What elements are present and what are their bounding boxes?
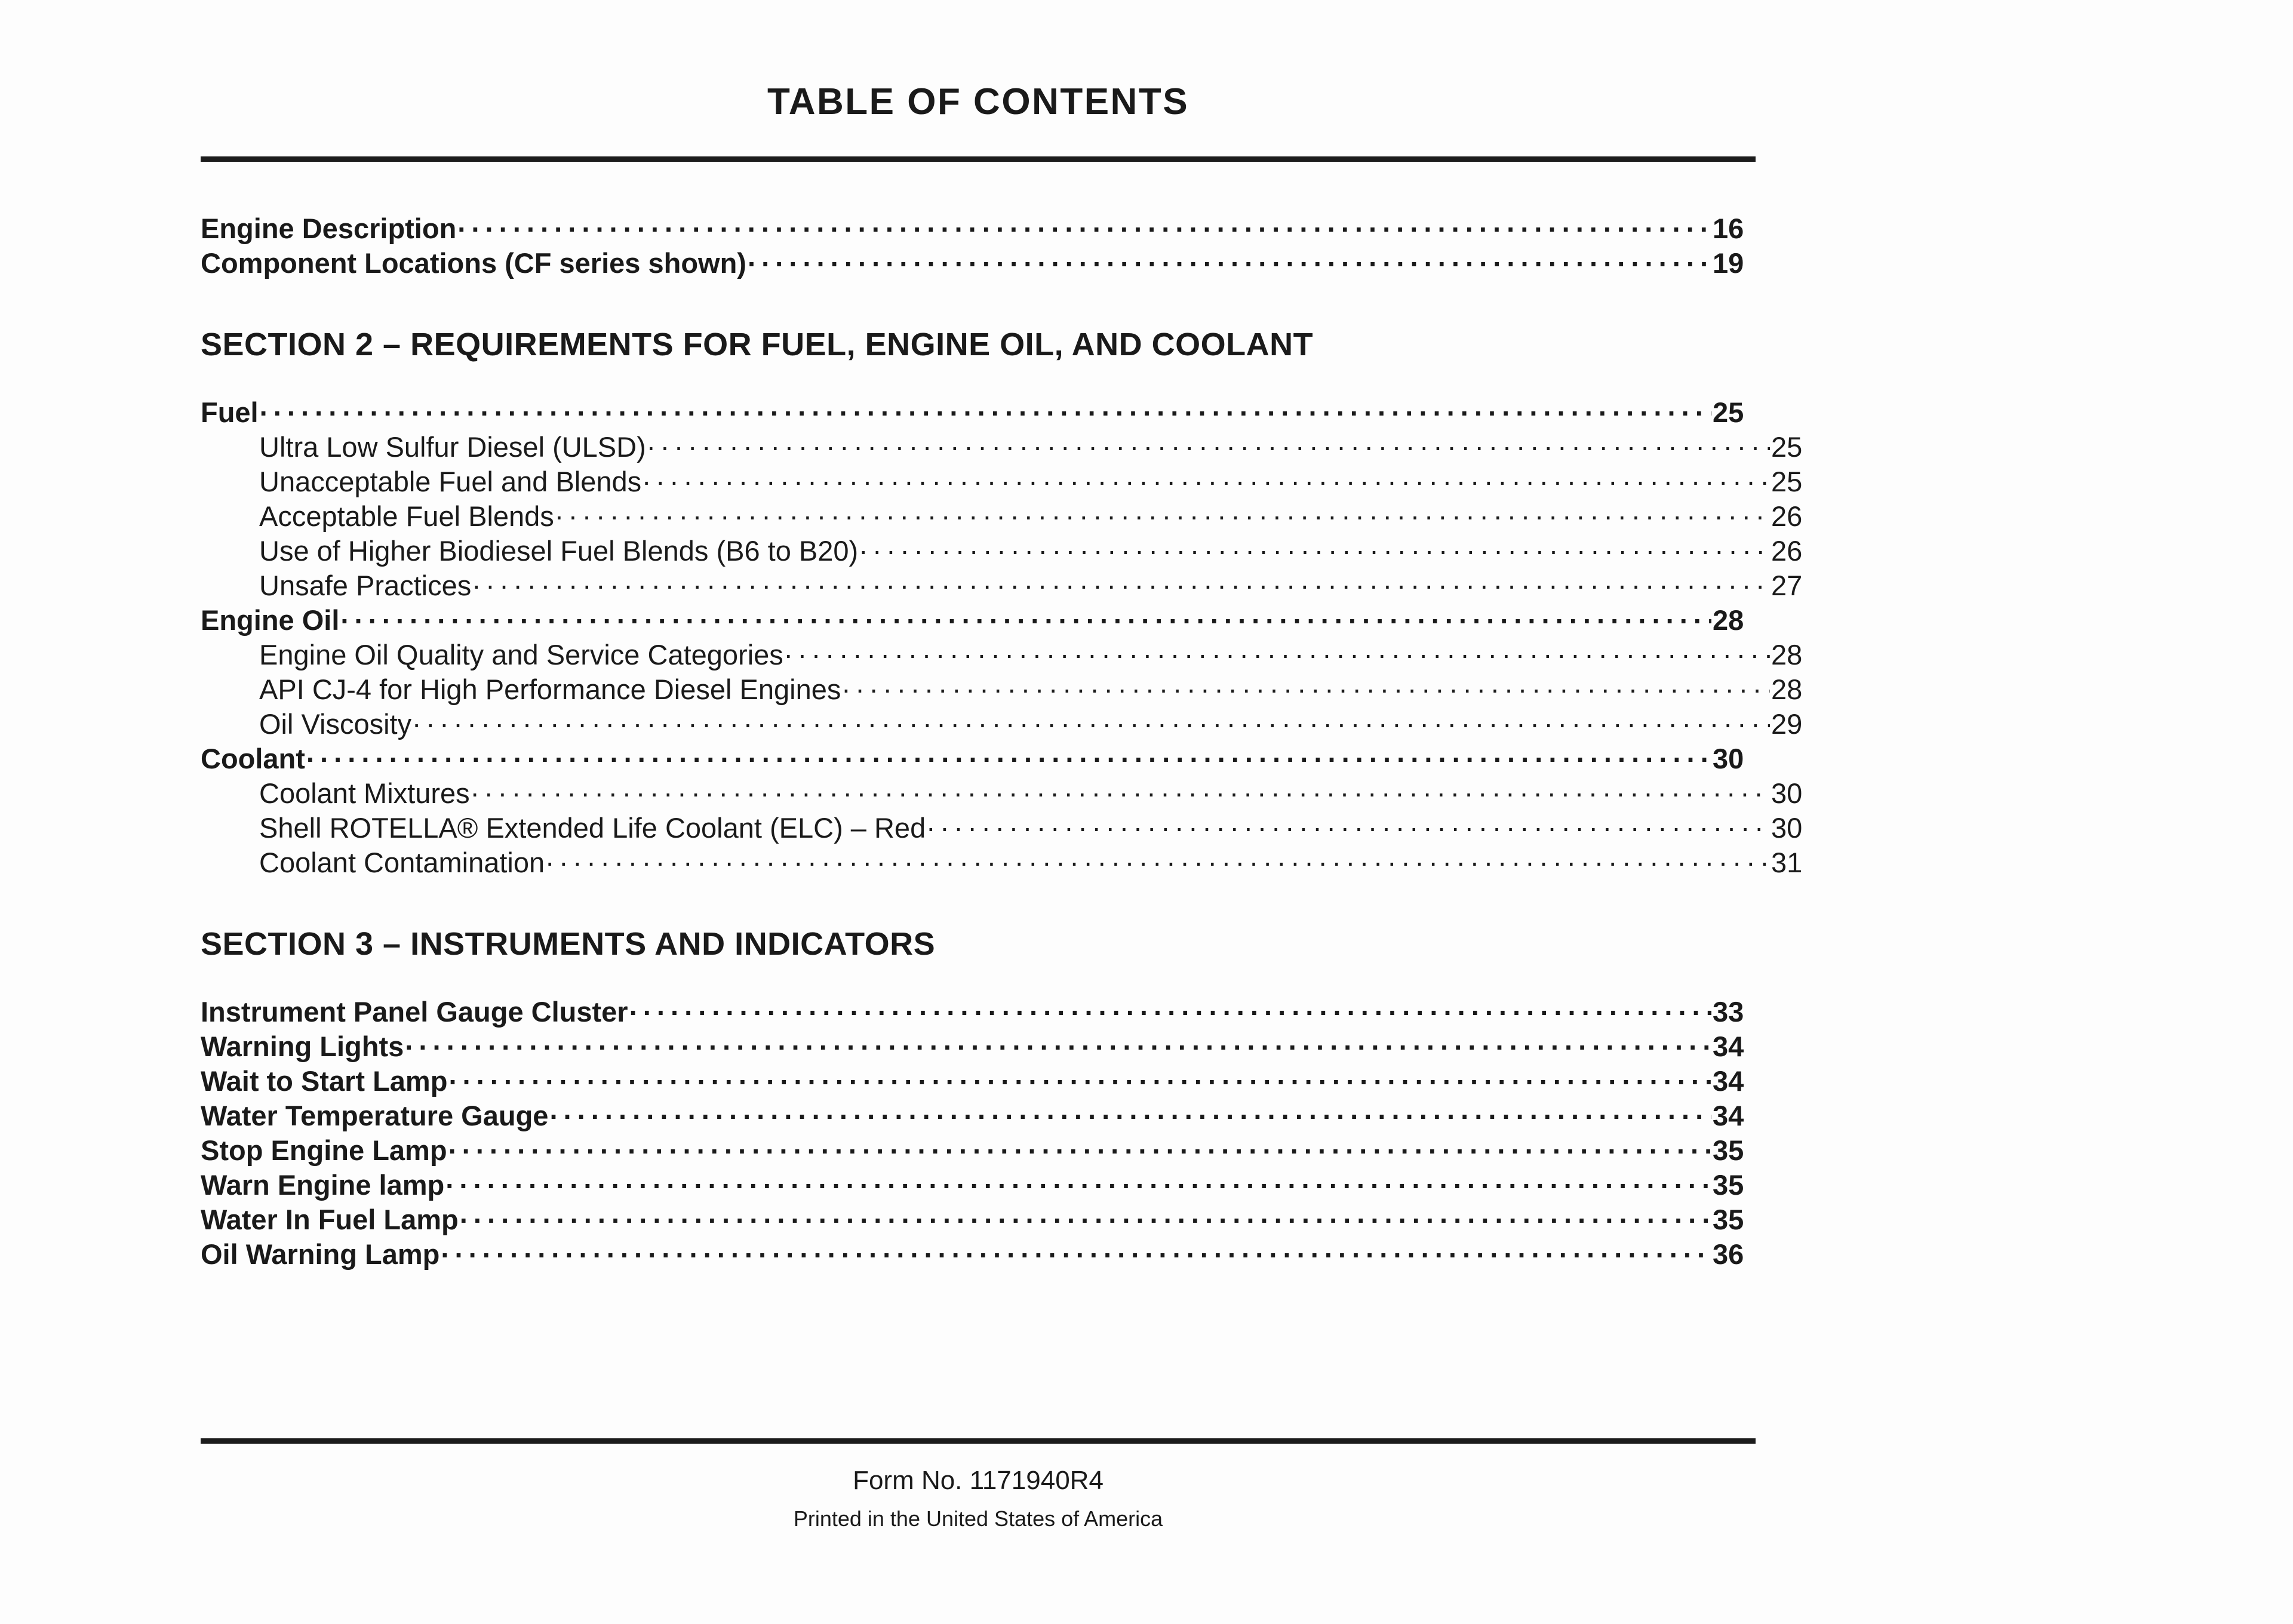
toc-entry[interactable] — [201, 210, 1756, 245]
toc-entry-label: Instrument Panel Gauge Cluster — [201, 996, 628, 1028]
toc-entry-label: Coolant Mixtures — [259, 777, 470, 809]
toc-entry-page-number: 25 — [1771, 466, 1803, 497]
toc-entry[interactable] — [201, 1132, 1756, 1167]
toc-entry-label: Unsafe Practices — [259, 570, 472, 601]
toc-entry-label: Component Locations (CF series shown) — [201, 247, 746, 279]
toc-entry-label: Unacceptable Fuel and Blends — [259, 466, 642, 497]
toc-entry[interactable] — [201, 245, 1756, 279]
toc-entry-label: Ultra Low Sulfur Diesel (ULSD) — [259, 431, 646, 463]
table-of-contents — [201, 210, 1803, 1271]
toc-entry[interactable] — [201, 810, 1814, 844]
toc-entry-label: Coolant Contamination — [259, 847, 545, 878]
toc-entry-page-number: 31 — [1771, 847, 1803, 878]
toc-entry-label: Use of Higher Biodiesel Fuel Blends (B6 to B20) — [259, 535, 859, 567]
toc-leader-dots — [448, 1063, 1711, 1091]
footer-divider — [201, 1438, 1756, 1444]
toc-entry-page-number: 28 — [1771, 639, 1803, 670]
toc-entry-page-number: 34 — [1713, 1031, 1744, 1062]
toc-entry-page-number: 35 — [1713, 1134, 1744, 1166]
toc-leader-dots — [460, 1201, 1711, 1229]
toc-entry-page-number: 33 — [1713, 996, 1744, 1028]
toc-entry-label: Oil Warning Lamp — [201, 1238, 440, 1270]
toc-entry-page-number: 25 — [1713, 396, 1744, 428]
toc-leader-dots — [340, 602, 1711, 630]
toc-leader-dots — [260, 394, 1711, 422]
toc-entry[interactable] — [201, 706, 1814, 740]
toc-entry-page-number: 35 — [1713, 1204, 1744, 1235]
toc-entry[interactable] — [201, 775, 1814, 810]
toc-entry[interactable] — [201, 602, 1756, 636]
toc-entry[interactable] — [201, 1236, 1756, 1271]
toc-leader-dots — [842, 671, 1770, 699]
toc-leader-dots — [472, 567, 1770, 595]
toc-leader-dots — [629, 994, 1711, 1022]
toc-entry[interactable] — [201, 1097, 1756, 1132]
toc-entry-page-number: 26 — [1771, 535, 1803, 567]
toc-entry[interactable] — [201, 740, 1756, 775]
toc-entry[interactable] — [201, 636, 1814, 671]
toc-leader-dots — [647, 429, 1770, 457]
toc-entry-label: Stop Engine Lamp — [201, 1134, 447, 1166]
toc-leader-dots — [471, 775, 1770, 803]
toc-entry-label: API CJ-4 for High Performance Diesel Engines — [259, 673, 841, 705]
toc-entry[interactable] — [201, 1201, 1756, 1236]
toc-entry-page-number: 35 — [1713, 1169, 1744, 1201]
toc-entry[interactable] — [201, 533, 1814, 567]
toc-leader-dots — [549, 1097, 1711, 1125]
toc-entry-label: Oil Viscosity — [259, 708, 412, 740]
toc-entry-page-number: 30 — [1713, 743, 1744, 774]
toc-entry-label: Water In Fuel Lamp — [201, 1204, 459, 1235]
section-spacer — [201, 279, 1756, 326]
toc-entry[interactable] — [201, 463, 1814, 498]
section-spacer — [201, 879, 1756, 925]
toc-entry-page-number: 26 — [1771, 500, 1803, 532]
toc-leader-dots — [441, 1236, 1711, 1264]
page-footer — [201, 1466, 1756, 1531]
toc-entry-label: Wait to Start Lamp — [201, 1065, 448, 1097]
toc-leader-dots — [448, 1132, 1711, 1160]
toc-leader-dots — [413, 706, 1770, 734]
toc-entry[interactable] — [201, 1028, 1756, 1063]
toc-entry[interactable] — [201, 994, 1756, 1028]
toc-entry-page-number: 34 — [1713, 1065, 1744, 1097]
toc-entry-page-number: 30 — [1771, 812, 1803, 844]
toc-entry-label: Warning Lights — [201, 1031, 404, 1062]
toc-leader-dots — [555, 498, 1770, 526]
section-heading: SECTION 3 – INSTRUMENTS AND INDICATORS — [201, 926, 936, 962]
toc-entry-page-number: 30 — [1771, 777, 1803, 809]
toc-entry-page-number: 19 — [1713, 247, 1744, 279]
toc-entry-page-number: 36 — [1713, 1238, 1744, 1270]
toc-entry-page-number: 27 — [1771, 570, 1803, 601]
toc-entry[interactable] — [201, 567, 1814, 602]
toc-leader-dots — [546, 844, 1770, 872]
toc-entry-label: Engine Description — [201, 213, 457, 244]
toc-entry-label: Acceptable Fuel Blends — [259, 500, 554, 532]
heading-spacer — [201, 962, 1756, 994]
toc-entry[interactable] — [201, 429, 1814, 463]
toc-entry[interactable] — [201, 671, 1814, 706]
toc-leader-dots — [785, 636, 1770, 665]
toc-entry-page-number: 28 — [1771, 673, 1803, 705]
toc-leader-dots — [927, 810, 1770, 838]
toc-entry-label: Engine Oil Quality and Service Categories — [259, 639, 783, 670]
toc-leader-dots — [405, 1028, 1711, 1056]
toc-entry-label: Shell ROTELLA® Extended Life Coolant (ELC) – Red — [259, 812, 926, 844]
heading-spacer — [201, 363, 1756, 394]
section-heading: SECTION 2 – REQUIREMENTS FOR FUEL, ENGINE OIL, AND COOLANT — [201, 327, 1314, 362]
toc-leader-dots — [457, 210, 1711, 238]
page-title: TABLE OF CONTENTS — [767, 81, 1189, 122]
toc-entry-label: Engine Oil — [201, 604, 340, 636]
toc-entry-page-number: 34 — [1713, 1100, 1744, 1131]
toc-entry[interactable] — [201, 844, 1814, 879]
toc-entry-label: Coolant — [201, 743, 305, 774]
toc-entry-label: Water Temperature Gauge — [201, 1100, 549, 1131]
toc-entry-label: Fuel — [201, 396, 259, 428]
toc-leader-dots — [748, 245, 1711, 273]
toc-leader-dots — [643, 463, 1770, 491]
toc-entry[interactable] — [201, 394, 1756, 429]
toc-leader-dots — [445, 1167, 1711, 1195]
toc-entry[interactable] — [201, 1167, 1756, 1201]
toc-leader-dots — [306, 740, 1711, 768]
toc-entry-page-number: 16 — [1713, 213, 1744, 244]
toc-entry[interactable] — [201, 498, 1814, 533]
header-divider — [201, 156, 1756, 162]
toc-entry-page-number: 28 — [1713, 604, 1744, 636]
printed-in-statement: Printed in the United States of America — [793, 1506, 1163, 1531]
toc-leader-dots — [859, 533, 1770, 561]
toc-entry-label: Warn Engine lamp — [201, 1169, 445, 1201]
toc-entry-page-number: 29 — [1771, 708, 1803, 740]
toc-entry-page-number: 25 — [1771, 431, 1803, 463]
toc-entry[interactable] — [201, 1063, 1756, 1097]
form-number: Form No. 1171940R4 — [853, 1466, 1104, 1495]
